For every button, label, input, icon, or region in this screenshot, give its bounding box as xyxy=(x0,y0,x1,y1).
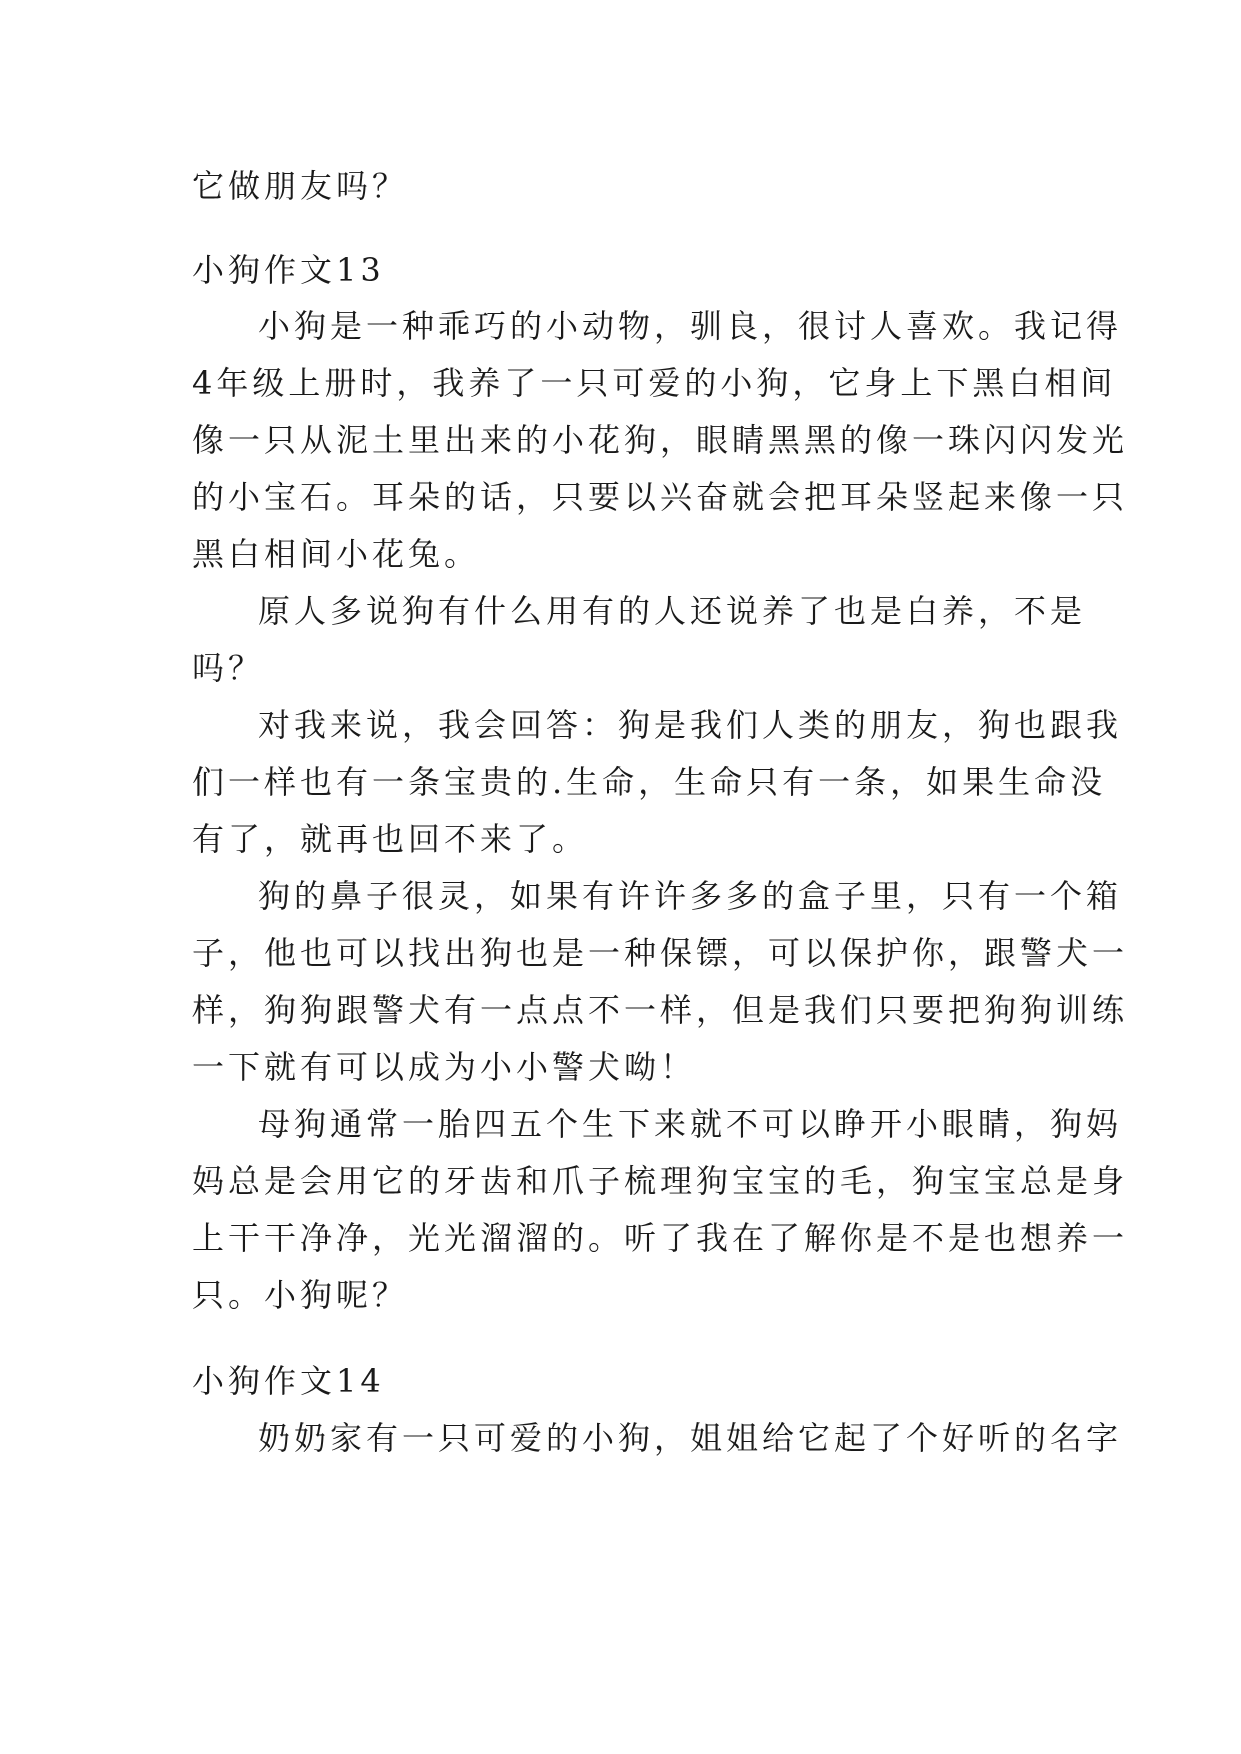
paragraph-line: 像一只从泥土里出来的小花狗，眼睛黑黑的像一珠闪闪发光 xyxy=(192,421,1129,459)
paragraph-line: 对我来说，我会回答：狗是我们人类的朋友，狗也跟我 xyxy=(258,706,1123,744)
paragraph-line: 一下就有可以成为小小警犬呦！ xyxy=(192,1048,697,1086)
paragraph-line: 狗的鼻子很灵，如果有许许多多的盒子里，只有一个箱 xyxy=(258,877,1123,915)
paragraph-line: 小狗是一种乖巧的小动物，驯良，很讨人喜欢。我记得 xyxy=(258,307,1123,345)
paragraph-line: 原人多说狗有什么用有的人还说养了也是白养，不是 xyxy=(258,592,1087,630)
paragraph-line: 妈总是会用它的牙齿和爪子梳理狗宝宝的毛，狗宝宝总是身 xyxy=(192,1162,1129,1200)
paragraph-line: 母狗通常一胎四五个生下来就不可以睁开小眼睛，狗妈 xyxy=(258,1105,1123,1143)
section-heading: 小狗作文14 xyxy=(192,1362,385,1400)
paragraph-line: 上干干净净，光光溜溜的。听了我在了解你是不是也想养一 xyxy=(192,1219,1129,1257)
paragraph-line: 奶奶家有一只可爱的小狗，姐姐给它起了个好听的名字 xyxy=(258,1419,1123,1457)
paragraph-line: 的小宝石。耳朵的话，只要以兴奋就会把耳朵竖起来像一只 xyxy=(192,478,1129,516)
paragraph-line: 4年级上册时，我养了一只可爱的小狗，它身上下黑白相间 xyxy=(192,364,1117,402)
paragraph-line: 有了，就再也回不来了。 xyxy=(192,820,589,858)
paragraph-line: 子，他也可以找出狗也是一种保镖，可以保护你，跟警犬一 xyxy=(192,934,1129,972)
paragraph-line: 样，狗狗跟警犬有一点点不一样，但是我们只要把狗狗训练 xyxy=(192,991,1129,1029)
paragraph-line: 它做朋友吗？ xyxy=(192,167,409,205)
section-heading: 小狗作文13 xyxy=(192,251,385,289)
paragraph-line: 黑白相间小花兔。 xyxy=(192,535,481,573)
paragraph-line: 只。小狗呢？ xyxy=(192,1276,409,1314)
paragraph-line: 吗？ xyxy=(192,649,265,687)
paragraph-line: 们一样也有一条宝贵的.生命，生命只有一条，如果生命没 xyxy=(192,763,1107,801)
